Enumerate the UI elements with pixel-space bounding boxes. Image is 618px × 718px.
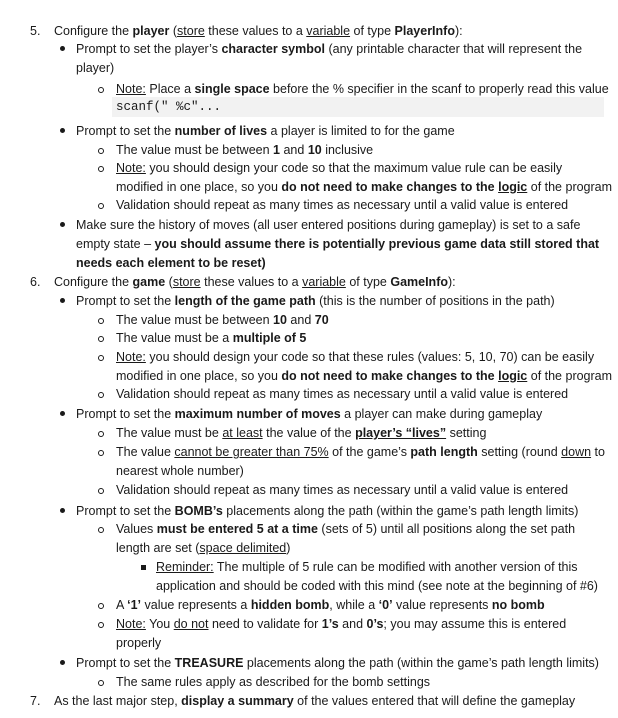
item-6-bombs-sets-cont: length are set (space delimited) xyxy=(116,541,291,555)
item-6-path-range: The value must be between 10 and 70 xyxy=(116,313,329,327)
bullet-disc-icon xyxy=(60,660,65,665)
item-6-number: 6. xyxy=(30,275,41,289)
bullet-disc-icon xyxy=(60,128,65,133)
item-5-number: 5. xyxy=(30,24,41,38)
bullet-circle-icon xyxy=(98,488,104,494)
item-5-bullet-history: Make sure the history of moves (all user entered positions during gameplay) is set to a safe xyxy=(76,218,581,232)
bullet-circle-icon xyxy=(98,148,104,154)
bullet-square-icon xyxy=(141,565,146,570)
bullet-disc-icon xyxy=(60,411,65,416)
item-7-summary: As the last major step, display a summary of the values entered that will define the gameplay xyxy=(54,694,576,708)
item-6-bullet-treasure: Prompt to set the TREASURE placements along the path (within the game’s path length limits) xyxy=(76,656,599,670)
item-6-moves-max: The value cannot be greater than 75% of the game’s path length setting (round down to xyxy=(116,445,605,459)
bullet-disc-icon xyxy=(60,508,65,513)
bullet-circle-icon xyxy=(98,680,104,686)
item-6-treasure-rules: The same rules apply as described for the bomb settings xyxy=(116,675,431,689)
bullet-circle-icon xyxy=(98,450,104,456)
bullet-circle-icon xyxy=(98,603,104,609)
item-5-bullet-character-symbol: Prompt to set the player’s character symbol (any printable character that will represent the xyxy=(76,42,583,56)
item-6-bombs-sets: Values must be entered 5 at a time (sets of 5) until all positions along the set path xyxy=(116,522,576,536)
item-6-bullet-path-length: Prompt to set the length of the game path (this is the number of positions in the path) xyxy=(76,294,555,308)
item-6-path-validation: Validation should repeat as many times as necessary until a valid value is entered xyxy=(116,387,569,401)
bullet-disc-icon xyxy=(60,46,65,51)
item-5-lives-validation: Validation should repeat as many times as necessary until a valid value is entered xyxy=(116,198,569,212)
bullet-circle-icon xyxy=(98,203,104,209)
item-6-path-note: Note: you should design your code so that these rules (values: 5, 10, 70) can be easily xyxy=(116,350,595,364)
bullet-circle-icon xyxy=(98,622,104,628)
item-5-bullet-character-symbol-cont: player) xyxy=(76,61,115,75)
item-6-bombs-values: A ‘1’ value represents a hidden bomb, while a ‘0’ value represents no bomb xyxy=(116,598,545,612)
item-6-bombs-reminder-cont: application and should be coded with this mind (see note at the beginning of #6) xyxy=(156,579,598,593)
bullet-circle-icon xyxy=(98,336,104,342)
item-6-bullet-max-moves: Prompt to set the maximum number of moves a player can make during gameplay xyxy=(76,407,543,421)
item-5-lives-note-cont: modified in one place, so you do not need to make changes to the logic of the program xyxy=(116,180,613,194)
bullet-disc-icon xyxy=(60,298,65,303)
bullet-circle-icon xyxy=(98,355,104,361)
item-5-bullet-lives: Prompt to set the number of lives a player is limited to for the game xyxy=(76,124,455,138)
item-6-path-multiple: The value must be a multiple of 5 xyxy=(116,331,307,345)
item-5-lives-range: The value must be between 1 and 10 inclusive xyxy=(116,143,374,157)
item-6-moves-max-cont: nearest whole number) xyxy=(116,464,244,478)
item-6-bullet-bombs: Prompt to set the BOMB’s placements along the path (within the game’s path length limits) xyxy=(76,504,579,518)
item-5-lives-note: Note: you should design your code so that the maximum value rule can be easily xyxy=(116,161,563,175)
bullet-circle-icon xyxy=(98,87,104,93)
bullet-disc-icon xyxy=(60,222,65,227)
item-7-number: 7. xyxy=(30,694,41,708)
item-6-bombs-reminder: Reminder: The multiple of 5 rule can be modified with another version of this xyxy=(156,560,578,574)
item-6-path-note-cont: modified in one place, so you do not need to make changes to the logic of the program xyxy=(116,369,613,383)
item-6-moves-validation: Validation should repeat as many times as necessary until a valid value is entered xyxy=(116,483,569,497)
item-6-moves-min: The value must be at least the value of the player’s “lives” setting xyxy=(116,426,487,440)
item-5-note-space: Note: Place a single space before the % specifier in the scanf to properly read this value xyxy=(116,82,609,96)
item-5-intro: Configure the player (store these values to a variable of type PlayerInfo): xyxy=(54,24,463,38)
item-5-bullet-history-end: needs each element to be reset) xyxy=(76,256,266,270)
bullet-circle-icon xyxy=(98,431,104,437)
item-6-bombs-note-cont: properly xyxy=(116,636,162,650)
bullet-circle-icon xyxy=(98,392,104,398)
item-5-bullet-history-cont: empty state – you should assume there is potentially previous game data still stored that xyxy=(76,237,600,251)
bullet-circle-icon xyxy=(98,527,104,533)
scanf-code-snippet: scanf(" %c"... xyxy=(112,97,604,117)
item-6-intro: Configure the game (store these values to a variable of type GameInfo): xyxy=(54,275,456,289)
bullet-circle-icon xyxy=(98,318,104,324)
item-6-bombs-note: Note: You do not need to validate for 1’s and 0’s; you may assume this is entered xyxy=(116,617,567,631)
bullet-circle-icon xyxy=(98,166,104,172)
